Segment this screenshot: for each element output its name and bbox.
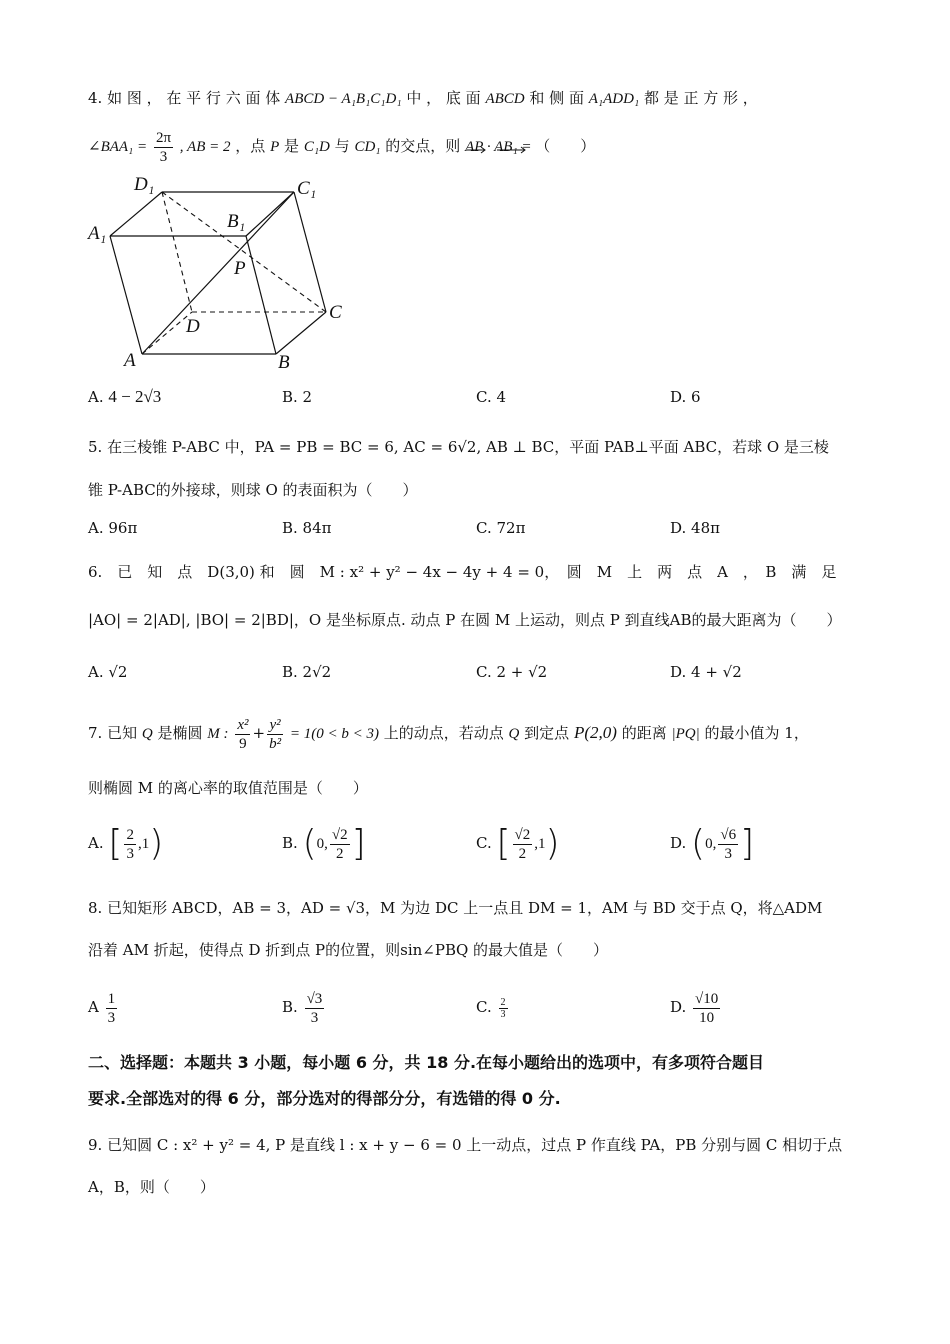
q8-option-c[interactable]: C. $\frac{2}{3}$ xyxy=(476,996,506,1020)
section-two-heading: 二、选择题：本题共 3 小题，每小题 6 分，共 18 分.在每小题给出的选项中，有多项符合题目 xyxy=(88,1053,765,1072)
q9-line2: A，B，则（ ） xyxy=(88,1178,215,1196)
q7-option-c[interactable]: C. [ $\frac{√2}{2}$ ,1) xyxy=(476,823,560,864)
label-D: D xyxy=(186,316,200,337)
label-B: B xyxy=(278,352,290,373)
diagonal-D1C xyxy=(162,192,326,312)
q4-angle-fraction: $\frac{2\pi}{3}$ xyxy=(155,129,172,165)
q9-line1: 9. 已知圆 C : x² + y² = 4, P 是直线 l : x + y − 6 = 0 上一动点，过点 P 作直线 PA，PB 分别与圆 C 相切于点 xyxy=(88,1136,843,1154)
q5-option-a[interactable]: A. 96π xyxy=(88,519,138,537)
q6-option-b[interactable]: B. 2√2 xyxy=(282,663,332,681)
edge-BB1 xyxy=(246,236,276,354)
vector-arrows xyxy=(465,145,527,155)
q5-line2: 锥 P-ABC的外接球，则球 O 的表面积为（ ） xyxy=(88,481,418,499)
edge-A1D1 xyxy=(110,192,162,236)
edge-B1C1 xyxy=(246,192,294,236)
q7-y-fraction: $\frac{\text{y²}}{\text{b²}}$ xyxy=(269,716,282,752)
q6-option-a[interactable]: A. √2 xyxy=(88,663,128,681)
label-A1: A₁ xyxy=(88,223,107,244)
q8-option-b[interactable]: B. $\frac{√3}{3}$ xyxy=(282,990,323,1026)
label-P: P xyxy=(234,258,246,279)
label-C1: C₁ xyxy=(297,178,317,199)
q7-line1: 7. 已知 Q 是椭圆 M : $\frac{\text{x²}}{9}$ + $\frac{\text{y²}}{\text{b²}}$ = 1(0 < b < 3) 上的动点，若动点 Q 到定点 P(2,0) 的距离 |PQ| 的最小值为 1， xyxy=(88,716,809,752)
q6-option-d[interactable]: D. 4 + √2 xyxy=(670,663,742,681)
q6-option-c[interactable]: C. 2 + √2 xyxy=(476,663,548,681)
q7-option-a[interactable]: A. [ $\frac{2}{3}$ ,1) xyxy=(88,823,164,864)
q4-option-a[interactable]: A. 4 − 2√3 xyxy=(88,387,162,406)
label-A: A xyxy=(124,350,136,371)
diagonal-AC1 xyxy=(142,192,294,354)
q7-line2: 则椭圆 M 的离心率的取值范围是（ ） xyxy=(88,779,368,797)
q8-option-a[interactable]: A $\frac{1}{3}$ xyxy=(88,990,116,1026)
q6-line1: 6. 已 知 点 D(3,0) 和 圆 M : x² + y² − 4x − 4y + 4 = 0， 圆 M 上 两 点 A ， B 满 足 xyxy=(88,563,837,581)
q8-option-d[interactable]: D. $\frac{√10}{10}$ xyxy=(670,990,719,1026)
q4-line2: ∠BAA₁ = $\frac{2\pi}{3}$ , AB = 2 ，点 P 是 C₁D 与 CD₁ 的交点，则 AP · AB₁ = （ ） xyxy=(88,129,596,165)
q5-option-c[interactable]: C. 72π xyxy=(476,519,526,537)
q7-option-b[interactable]: B. (0, $\frac{√2}{2}$ ] xyxy=(282,823,366,864)
q7-x-fraction: $\frac{\text{x²}}{9}$ xyxy=(237,716,249,752)
q4-option-d[interactable]: D. 6 xyxy=(670,388,701,406)
q6-line2: |AO| = 2|AD|, |BO| = 2|BD|，O 是坐标原点. 动点 P 在圆 M 上运动，则点 P 到直线AB的最大距离为（ ） xyxy=(88,611,842,629)
q8-line1: 8. 已知矩形 ABCD，AB = 3，AD = √3，M 为边 DC 上一点且 DM = 1，AM 与 BD 交于点 Q，将△ADM xyxy=(88,899,823,917)
q5-option-d[interactable]: D. 48π xyxy=(670,519,720,537)
q5-line1: 5. 在三棱锥 P-ABC 中，PA = PB = BC = 6, AC = 6√2, AB ⊥ BC，平面 PAB⊥平面 ABC，若球 O 是三棱 xyxy=(88,438,829,456)
label-B1: B₁ xyxy=(227,211,246,232)
edge-BC xyxy=(276,312,326,354)
q8-line2: 沿着 AM 折起，使得点 D 折到点 P的位置，则sin∠PBQ 的最大值是（ ） xyxy=(88,941,609,959)
q4-number: 4. xyxy=(88,89,103,107)
q4-dot-product: AP · AB₁ = xyxy=(465,139,532,155)
q7-option-d[interactable]: D. (0, $\frac{√6}{3}$ ] xyxy=(670,823,755,864)
label-D1: D₁ xyxy=(134,174,155,195)
edge-AA1 xyxy=(110,236,142,354)
edge-AD xyxy=(142,312,192,354)
q4-option-c[interactable]: C. 4 xyxy=(476,388,507,406)
q5-option-b[interactable]: B. 84π xyxy=(282,519,332,537)
q4-line1: 4. 如 图 ， 在 平 行 六 面 体 ABCD − A₁B₁C₁D₁ 中 ， 底 面 ABCD 和 侧 面 A₁ADD₁ 都 是 正 方 形 ， xyxy=(88,89,758,107)
edge-CC1 xyxy=(294,192,326,312)
label-C: C xyxy=(329,302,342,323)
section-two-instructions: 要求.全部选对的得 6 分，部分选对的得部分分，有选错的得 0 分. xyxy=(88,1089,561,1108)
parallelepiped-figure xyxy=(86,170,356,375)
q4-option-b[interactable]: B. 2 xyxy=(282,388,313,406)
